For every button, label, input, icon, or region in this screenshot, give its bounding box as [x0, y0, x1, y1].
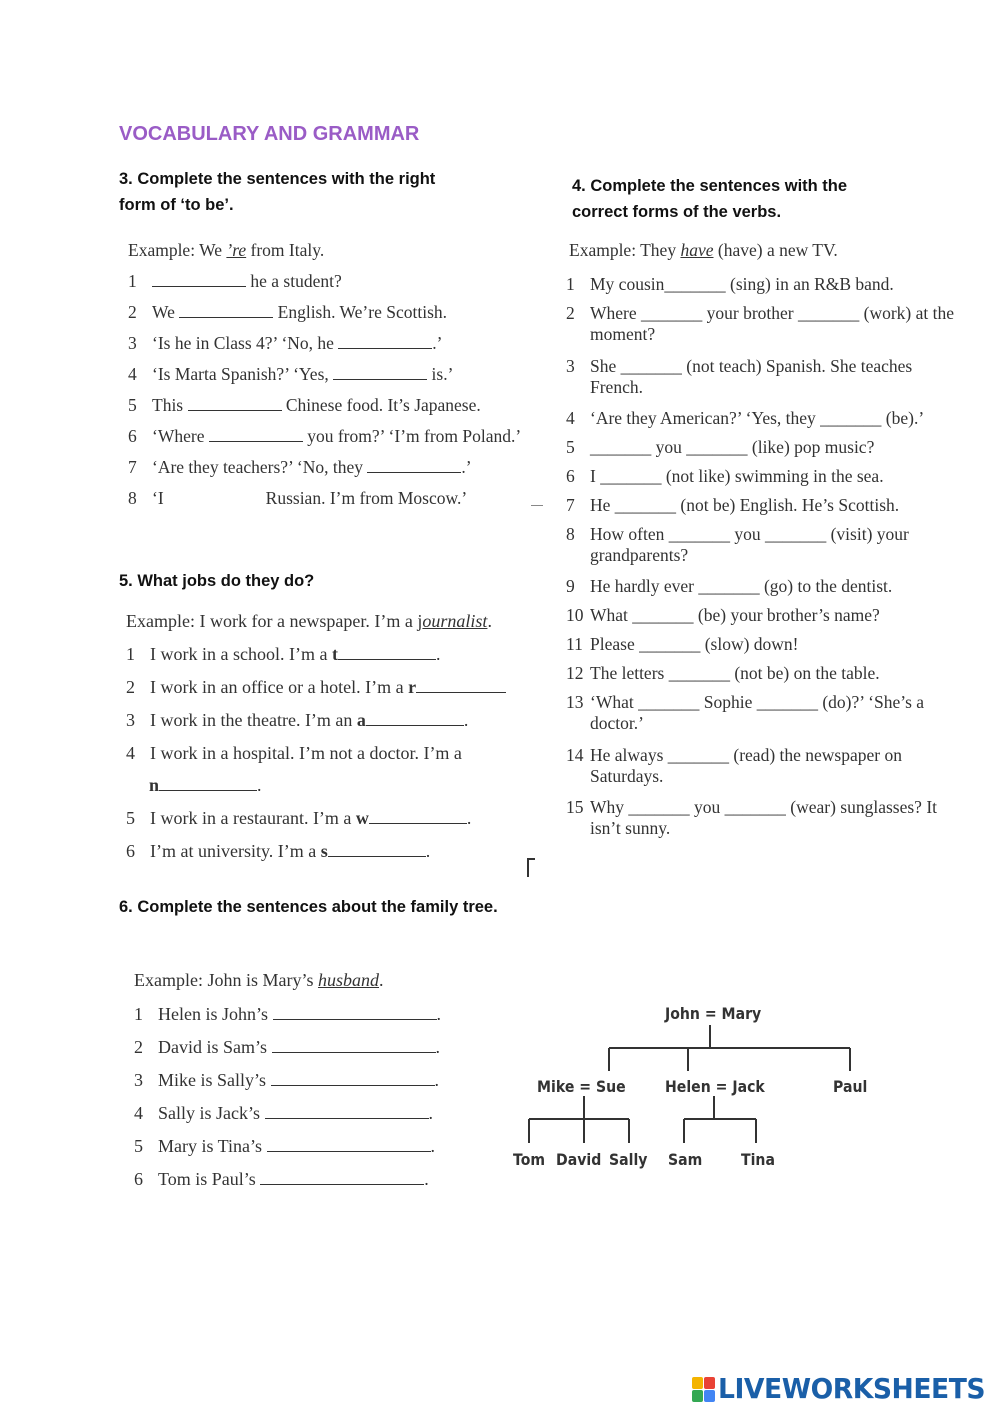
- exercise-6-instructions: 6. Complete the sentences about the family tree.: [119, 898, 498, 916]
- tree-node-sally: Sally: [609, 1150, 648, 1169]
- list-item: 3 ‘Is he in Class 4?’ ‘No, he .’: [128, 333, 443, 353]
- list-item: 11 Please _______ (slow) down!: [566, 634, 799, 654]
- exercise-4-example: Example: They have (have) a new TV.: [569, 240, 838, 260]
- list-item: 8 How often _______ you _______ (visit) your grandparents?: [566, 524, 909, 565]
- tree-node-john-mary: John = Mary: [665, 1004, 762, 1023]
- logo-square: [704, 1377, 715, 1389]
- logo-square: [692, 1390, 703, 1402]
- list-item: 6 Tom is Paul’s .: [134, 1169, 429, 1189]
- list-item: 15 Why _______ you _______ (wear) sunglasses? It isn’t sunny.: [566, 797, 938, 838]
- answer-blank[interactable]: [209, 427, 303, 442]
- exercise-3-list: [128, 271, 521, 519]
- list-item: 7 He _______ (not be) English. He’s Scottish.: [566, 495, 900, 515]
- list-item: 4 ‘Is Marta Spanish?’ ‘Yes, is.’: [128, 364, 454, 384]
- example-answer: ’re: [226, 240, 247, 260]
- answer-blank[interactable]: [338, 645, 436, 660]
- example-answer: ournalist: [422, 611, 488, 631]
- answer-blank[interactable]: [273, 1005, 437, 1020]
- answer-blank[interactable]: [338, 334, 432, 349]
- list-item: 1 he a student?: [128, 271, 342, 291]
- list-item: 1 Helen is John’s .: [134, 1004, 441, 1024]
- answer-blank[interactable]: [328, 842, 426, 857]
- tree-node-paul: Paul: [833, 1077, 868, 1096]
- list-item: 1 I work in a school. I’m a t .: [126, 644, 441, 664]
- tree-node-mike-sue: Mike = Sue: [537, 1077, 626, 1096]
- list-item: 5 Mary is Tina’s .: [134, 1136, 436, 1156]
- list-item: 2 We English. We’re Scottish.: [128, 302, 448, 322]
- list-item: 3 Mike is Sally’s .: [134, 1070, 440, 1090]
- list-item: 4 Sally is Jack’s .: [134, 1103, 433, 1123]
- instr-line: 3. Complete the sentences with the right: [119, 170, 436, 188]
- answer-blank[interactable]: [179, 303, 273, 318]
- exercise-5-instructions: 5. What jobs do they do?: [119, 572, 315, 590]
- list-item: 10 What _______ (be) your brother’s name?: [566, 605, 880, 625]
- tree-node-david: David: [556, 1150, 602, 1169]
- answer-blank[interactable]: [272, 1038, 436, 1053]
- page-title: VOCABULARY AND GRAMMAR: [119, 123, 420, 145]
- liveworksheets-logo-icon: [692, 1377, 716, 1403]
- answer-blank[interactable]: [267, 1137, 431, 1152]
- exercise-3-example: Example: We ’re from Italy.: [128, 240, 325, 260]
- answer-blank[interactable]: [333, 365, 427, 380]
- list-item: 6 I _______ (not like) swimming in the sea.: [566, 466, 884, 486]
- list-item: 7 ‘Are they teachers?’ ‘No, they .’: [128, 457, 472, 477]
- list-item: 12 The letters _______ (not be) on the table.: [566, 663, 880, 683]
- liveworksheets-logo-text: LIVEWORKSHEETS: [718, 1372, 986, 1405]
- answer-blank[interactable]: [188, 396, 282, 411]
- scan-mark: [531, 505, 543, 506]
- list-item: 2 Where _______ your brother _______ (work) at the moment?: [566, 303, 954, 344]
- exercise-3-instructions: [119, 166, 435, 218]
- list-item: 3 She _______ (not teach) Spanish. She teaches French.: [566, 356, 913, 397]
- tree-node-helen-jack: Helen = Jack: [665, 1077, 765, 1096]
- tree-node-tina: Tina: [741, 1150, 775, 1169]
- answer-blank[interactable]: [367, 458, 461, 473]
- list-item: 4 I work in a hospital. I’m not a doctor. I’m a: [126, 743, 462, 763]
- list-item: 8 ‘I Russian. I’m from Moscow.’: [128, 488, 468, 508]
- list-item: 2 I work in an office or a hotel. I’m a r: [126, 677, 506, 710]
- list-item: 2 David is Sam’s .: [134, 1037, 441, 1057]
- answer-blank[interactable]: [260, 1170, 424, 1185]
- list-item: 6 ‘Where you from?’ ‘I’m from Poland.’: [128, 426, 522, 446]
- answer-blank[interactable]: [159, 776, 257, 791]
- list-item: 4 ‘Are they American?’ ‘Yes, they _______ (be).’: [566, 408, 925, 428]
- exercise-6-list: [134, 1004, 441, 1202]
- logo-square: [704, 1390, 715, 1402]
- logo-square: [692, 1377, 703, 1389]
- list-item: 5 _______ you _______ (like) pop music?: [566, 437, 875, 457]
- list-item: 6 I’m at university. I’m a s .: [126, 841, 431, 861]
- list-item-continuation: n .: [149, 775, 262, 795]
- list-item: 1 My cousin_______ (sing) in an R&B band.: [566, 274, 894, 294]
- list-item: 14 He always _______ (read) the newspaper on Saturdays.: [566, 745, 902, 786]
- exercise-5-list: [126, 644, 506, 874]
- list-item: 3 I work in the theatre. I’m an a .: [126, 710, 469, 730]
- answer-blank[interactable]: [265, 1104, 429, 1119]
- answer-blank[interactable]: [366, 711, 464, 726]
- answer-blank[interactable]: [152, 272, 246, 287]
- exercise-4-instructions: [572, 173, 847, 225]
- tree-node-sam: Sam: [668, 1150, 703, 1169]
- scan-mark: [527, 858, 535, 877]
- answer-blank[interactable]: [271, 1071, 435, 1086]
- exercise-4-list: [566, 274, 996, 849]
- answer-blank[interactable]: [369, 809, 467, 824]
- instr-line: 4. Complete the sentences with the: [572, 177, 848, 195]
- list-item: 5 This Chinese food. It’s Japanese.: [128, 395, 481, 415]
- instr-line: correct forms of the verbs.: [572, 203, 782, 221]
- list-item: 5 I work in a restaurant. I’m a w .: [126, 808, 472, 828]
- exercise-5-example: Example: I work for a newspaper. I’m a journalist.: [126, 611, 492, 631]
- tree-node-tom: Tom: [513, 1150, 546, 1169]
- instr-line: form of ‘to be’.: [119, 196, 234, 214]
- list-item: 13 ‘What _______ Sophie _______ (do)?’ ‘She’s a doctor.’: [566, 692, 925, 733]
- answer-blank[interactable]: [416, 678, 506, 693]
- example-answer: have: [680, 240, 714, 260]
- example-answer: husband: [317, 970, 379, 990]
- list-item: 9 He hardly ever _______ (go) to the dentist.: [566, 576, 893, 596]
- exercise-6-example: Example: John is Mary’s husband.: [134, 970, 384, 990]
